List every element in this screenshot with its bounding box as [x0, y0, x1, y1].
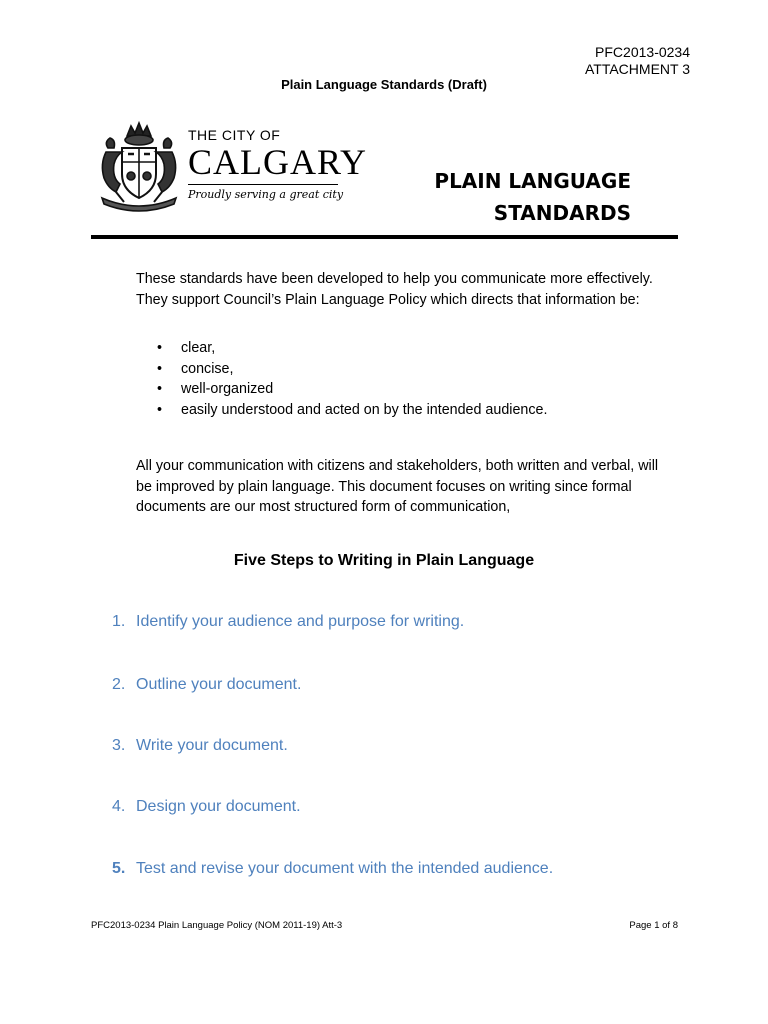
- logo-wordmark: [188, 127, 368, 201]
- step-1: [112, 613, 464, 631]
- step-number: 1.: [112, 613, 126, 630]
- page-heading-line1: PLAIN LANGUAGE: [434, 169, 631, 193]
- step-text: Test and revise your document with the intended audience.: [136, 860, 554, 877]
- steps-heading: Five Steps to Writing in Plain Language: [233, 552, 535, 569]
- page-heading: [434, 165, 631, 229]
- step-text: Write your document.: [136, 737, 288, 754]
- logo-the-city-of: THE CITY OF: [188, 127, 281, 143]
- step-3: [112, 737, 288, 755]
- footer-page-number: Page 1 of 8: [629, 920, 678, 931]
- document-reference: [585, 44, 690, 78]
- list-item: • easily understood and acted on by the intended audience.: [157, 400, 547, 421]
- step-number: 2.: [112, 676, 126, 693]
- step-text: Outline your document.: [136, 676, 302, 693]
- step-2: [112, 676, 301, 694]
- logo-tagline: Proudly serving a great city: [188, 188, 344, 201]
- step-number: 5.: [112, 860, 126, 877]
- intro-paragraph: These standards have been developed to help you communicate more effectively. They support Council’s Plain Language Policy which directs that information be:: [136, 271, 653, 308]
- coat-of-arms-icon: [94, 118, 184, 212]
- attachment-label: ATTACHMENT 3: [584, 61, 690, 77]
- step-4: [112, 798, 301, 816]
- logo-calgary: CALGARY: [188, 142, 368, 182]
- step-number: 3.: [112, 737, 126, 754]
- list-item: • concise,: [157, 359, 547, 380]
- footer-document-reference: PFC2013-0234 Plain Language Policy (NOM 2011-19) Att-3: [91, 920, 343, 931]
- focus-paragraph: All your communication with citizens and stakeholders, both written and verbal, will be improved by plain language. This document focuses on writing since formal documents are our most structured form of communication,: [136, 458, 659, 515]
- logo-rule: [188, 184, 338, 185]
- step-text: Design your document.: [136, 798, 301, 815]
- document-number: PFC2013-0234: [595, 44, 690, 60]
- requirements-list: [157, 338, 547, 420]
- step-number: 4.: [112, 798, 126, 815]
- heading-divider: [91, 235, 678, 239]
- step-text: Identify your audience and purpose for writing.: [136, 613, 465, 630]
- draft-title: Plain Language Standards (Draft): [281, 77, 487, 92]
- step-5: [112, 860, 553, 878]
- page-heading-line2: STANDARDS: [493, 201, 631, 225]
- list-item: • clear,: [157, 338, 547, 359]
- list-item: • well-organized: [157, 379, 547, 400]
- city-of-calgary-logo: [94, 118, 368, 214]
